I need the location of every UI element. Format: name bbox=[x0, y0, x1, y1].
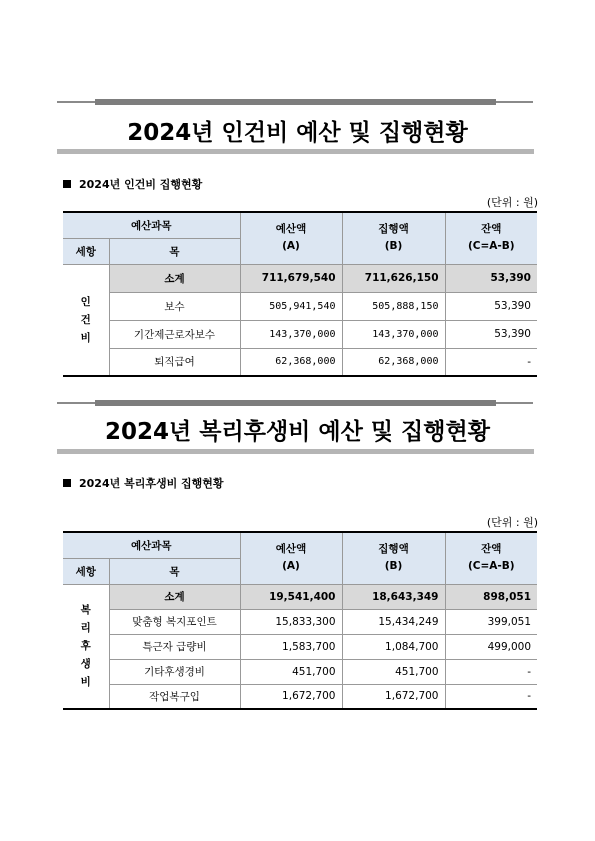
row-budget: 19,541,400 bbox=[240, 584, 342, 609]
header-balance bbox=[445, 532, 537, 584]
row-exec: 15,434,249 bbox=[342, 609, 445, 634]
row-budget: 143,370,000 bbox=[240, 320, 342, 348]
header-balance bbox=[445, 212, 537, 264]
unit-label-1: (단위 : 원) bbox=[486, 196, 538, 209]
row-balance: 53,390 bbox=[445, 320, 537, 348]
row-exec: 451,700 bbox=[342, 659, 445, 684]
header-balance-label: 잔액 bbox=[481, 543, 502, 556]
row-balance: 399,051 bbox=[445, 609, 537, 634]
header-exec-sub: (B) bbox=[384, 240, 403, 253]
group-label-char: 후 bbox=[80, 640, 91, 653]
row-item: 기간제근로자보수 bbox=[109, 320, 240, 348]
row-balance: 898,051 bbox=[445, 584, 537, 609]
group-label-char: 비 bbox=[80, 331, 91, 344]
row-balance: 53,390 bbox=[445, 264, 537, 292]
row-item: 특근자 급량비 bbox=[109, 634, 240, 659]
header-budget-label: 예산액 bbox=[275, 543, 307, 556]
group-label-cell bbox=[63, 264, 109, 376]
header-budget bbox=[240, 212, 342, 264]
group-label-char: 복 bbox=[80, 604, 91, 617]
table-row bbox=[63, 348, 537, 376]
header-balance-sub: (C=A-B) bbox=[467, 240, 515, 253]
row-budget: 15,833,300 bbox=[240, 609, 342, 634]
row-budget: 505,941,540 bbox=[240, 292, 342, 320]
header-exec bbox=[342, 532, 445, 584]
square-bullet-icon bbox=[63, 479, 71, 487]
row-exec: 18,643,349 bbox=[342, 584, 445, 609]
row-balance: - bbox=[445, 659, 537, 684]
header-item: 목 bbox=[109, 238, 240, 264]
table-row bbox=[63, 684, 537, 709]
budget-table-personnel bbox=[63, 211, 537, 377]
row-item: 소계 bbox=[109, 584, 240, 609]
group-label-char: 리 bbox=[80, 622, 91, 635]
row-exec: 62,368,000 bbox=[342, 348, 445, 376]
header-budget-label: 예산액 bbox=[275, 223, 307, 236]
budget-table-welfare bbox=[63, 531, 537, 710]
row-exec: 1,084,700 bbox=[342, 634, 445, 659]
header-exec-label: 집행액 bbox=[378, 543, 409, 556]
title-rule-top-accent bbox=[95, 400, 496, 406]
row-budget: 711,679,540 bbox=[240, 264, 342, 292]
header-budget-sub: (A) bbox=[282, 560, 300, 573]
page-title-1: 2024년 인건비 예산 및 집행현황 bbox=[127, 120, 468, 146]
row-budget: 1,583,700 bbox=[240, 634, 342, 659]
square-bullet-icon bbox=[63, 180, 71, 188]
header-exec-sub: (B) bbox=[384, 560, 403, 573]
header-balance-label: 잔액 bbox=[481, 223, 502, 236]
header-exec-label: 집행액 bbox=[378, 223, 409, 236]
group-label-char: 건 bbox=[80, 313, 91, 326]
table-row bbox=[63, 292, 537, 320]
group-label-char: 생 bbox=[80, 658, 91, 671]
group-label-char: 인 bbox=[80, 295, 91, 308]
title-rule-top-accent bbox=[95, 99, 496, 105]
row-budget: 62,368,000 bbox=[240, 348, 342, 376]
row-item: 작업복구입 bbox=[109, 684, 240, 709]
title-rule-bottom bbox=[57, 149, 534, 154]
header-budget-item: 예산과목 bbox=[63, 212, 240, 238]
header-budget-item: 예산과목 bbox=[63, 532, 240, 558]
row-budget: 451,700 bbox=[240, 659, 342, 684]
header-budget bbox=[240, 532, 342, 584]
row-item: 퇴직급여 bbox=[109, 348, 240, 376]
row-balance: - bbox=[445, 684, 537, 709]
table-row bbox=[63, 320, 537, 348]
row-budget: 1,672,700 bbox=[240, 684, 342, 709]
row-balance: - bbox=[445, 348, 537, 376]
header-detail: 세항 bbox=[63, 238, 109, 264]
header-detail: 세항 bbox=[63, 558, 109, 584]
row-exec: 1,672,700 bbox=[342, 684, 445, 709]
header-item: 목 bbox=[109, 558, 240, 584]
subtitle-text: 2024년 인건비 집행현황 bbox=[79, 178, 203, 191]
row-item: 보수 bbox=[109, 292, 240, 320]
header-balance-sub: (C=A-B) bbox=[467, 560, 515, 573]
row-exec: 143,370,000 bbox=[342, 320, 445, 348]
table-row bbox=[63, 659, 537, 684]
section-subtitle-1 bbox=[63, 176, 202, 192]
page-title-2: 2024년 복리후생비 예산 및 집행현황 bbox=[105, 419, 490, 445]
unit-label-2: (단위 : 원) bbox=[486, 516, 538, 529]
group-label-char: 비 bbox=[80, 676, 91, 689]
title-rule-bottom bbox=[57, 449, 534, 454]
section-subtitle-2 bbox=[63, 475, 224, 491]
header-exec bbox=[342, 212, 445, 264]
row-item: 소계 bbox=[109, 264, 240, 292]
group-label-cell bbox=[63, 584, 109, 709]
row-balance: 53,390 bbox=[445, 292, 537, 320]
table-row bbox=[63, 609, 537, 634]
row-item: 기타후생경비 bbox=[109, 659, 240, 684]
row-exec: 505,888,150 bbox=[342, 292, 445, 320]
header-budget-sub: (A) bbox=[282, 240, 300, 253]
table-row bbox=[63, 634, 537, 659]
subtitle-text: 2024년 복리후생비 집행현황 bbox=[79, 477, 224, 490]
row-exec: 711,626,150 bbox=[342, 264, 445, 292]
row-item: 맞춤형 복지포인트 bbox=[109, 609, 240, 634]
row-balance: 499,000 bbox=[445, 634, 537, 659]
